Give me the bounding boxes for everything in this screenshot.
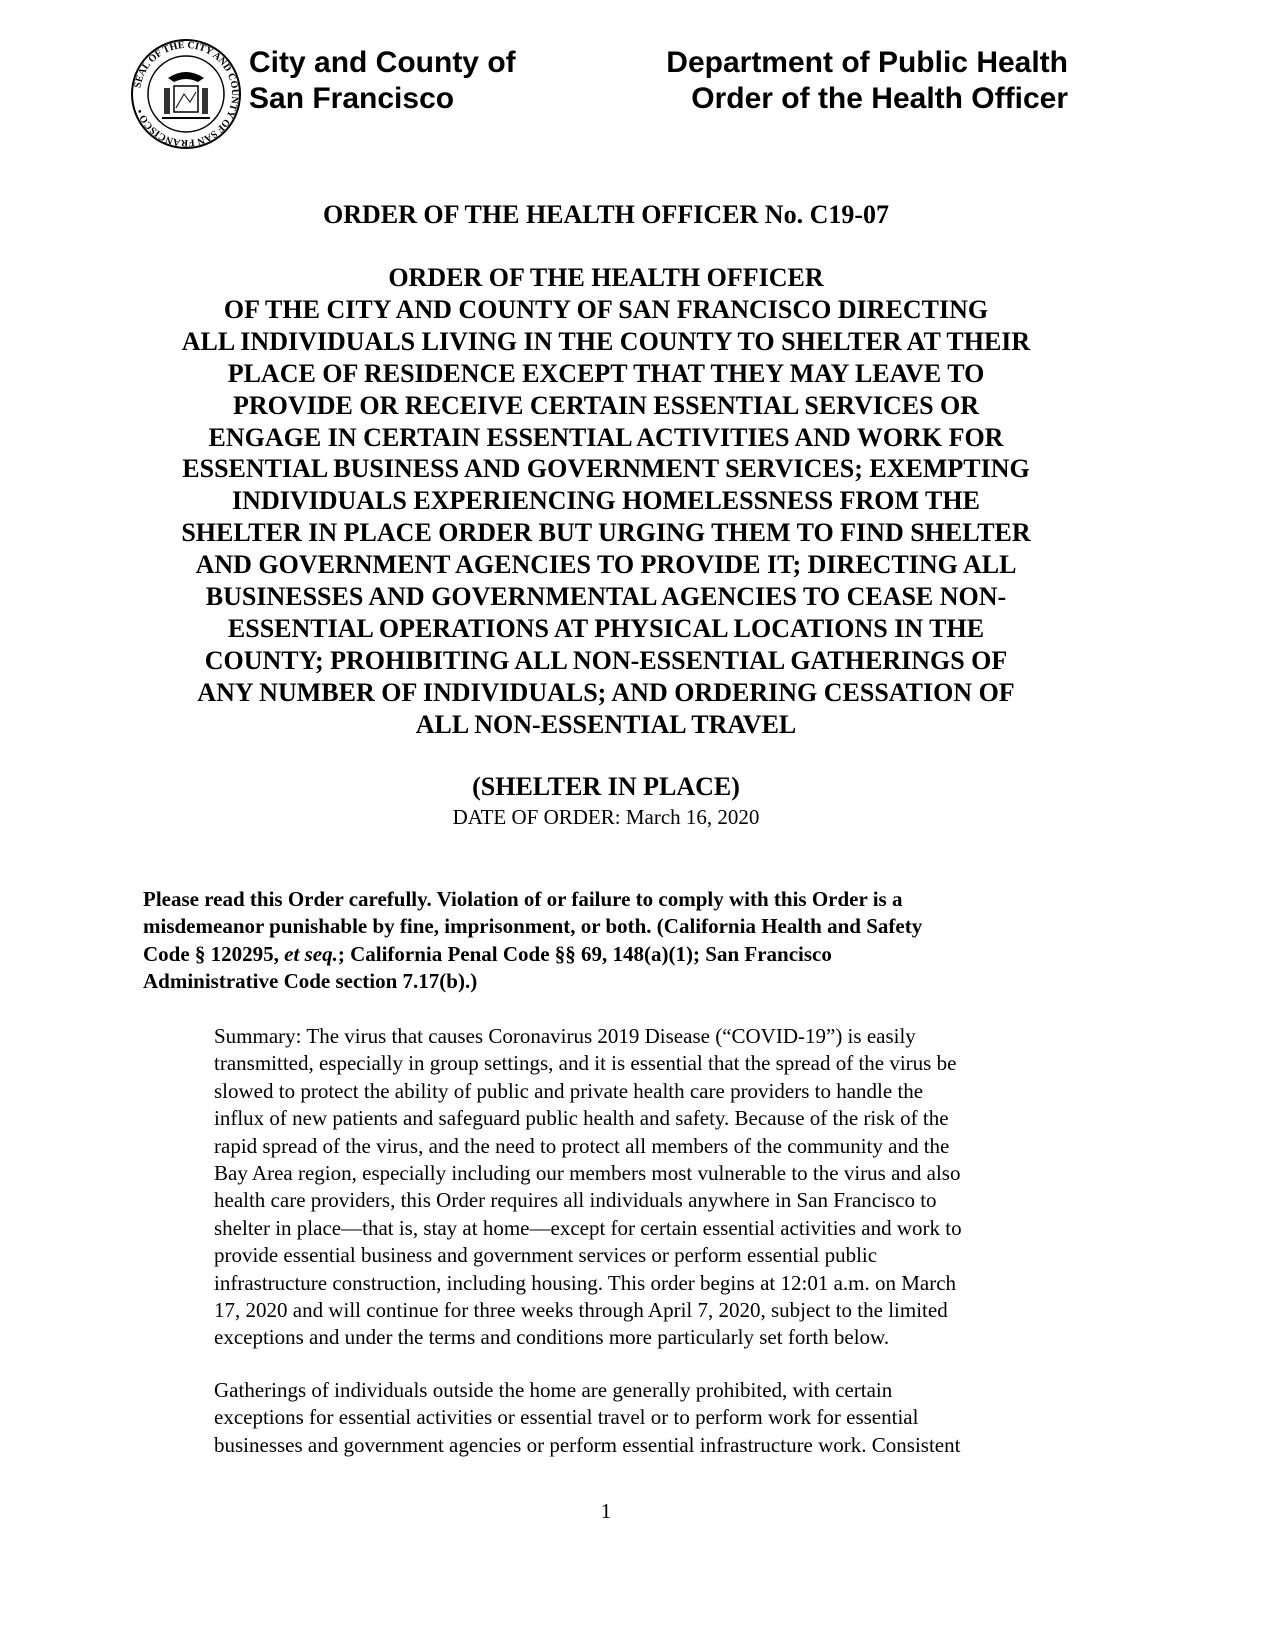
- city-county-heading: [249, 45, 516, 117]
- title-line: ESSENTIAL OPERATIONS AT PHYSICAL LOCATIONS IN THE: [227, 613, 985, 643]
- summary-line: rapid spread of the virus, and the need to protect all members of the community and the: [214, 1133, 950, 1158]
- summary-line: slowed to protect the ability of public and private health care providers to handle the: [214, 1078, 924, 1103]
- department-heading: [666, 45, 1068, 117]
- title-line: SHELTER IN PLACE ORDER BUT URGING THEM TO FIND SHELTER: [181, 518, 1031, 548]
- summary-line: transmitted, especially in group settings, and it is essential that the spread of the virus be: [214, 1051, 957, 1076]
- title-line: OF THE CITY AND COUNTY OF SAN FRANCISCO DIRECTING: [223, 294, 989, 324]
- summary-line: health care providers, this Order requires all individuals anywhere in San Francisco to: [214, 1188, 937, 1213]
- summary-line: 17, 2020 and will continue for three weeks through April 7, 2020, subject to the limited: [214, 1298, 948, 1323]
- title-line: COUNTY; PROHIBITING ALL NON-ESSENTIAL GATHERINGS OF: [204, 645, 1008, 675]
- header-left-line1: City and County of: [249, 46, 516, 79]
- order-title: [0, 262, 1212, 741]
- gatherings-paragraph: [214, 1377, 960, 1459]
- page-number: 1: [600, 1499, 612, 1523]
- gatherings-line: exceptions for essential activities or essential travel or to perform work for essential: [214, 1405, 919, 1430]
- summary-line: exceptions and under the terms and conditions more particularly set forth below.: [214, 1325, 890, 1350]
- date-of-order: DATE OF ORDER: March 16, 2020: [452, 805, 760, 829]
- warning-text: Code § 120295,: [143, 941, 285, 966]
- warning-line: [143, 941, 922, 968]
- summary-paragraph: [214, 1023, 962, 1352]
- warning-text: ; California Penal Code §§ 69, 148(a)(1); San Francisco: [337, 941, 832, 966]
- title-line: ANY NUMBER OF INDIVIDUALS; AND ORDERING CESSATION OF: [197, 677, 1015, 707]
- gatherings-line: businesses and government agencies or perform essential infrastructure work. Consistent: [214, 1432, 961, 1457]
- title-line: INDIVIDUALS EXPERIENCING HOMELESSNESS FROM THE: [232, 486, 980, 516]
- order-number: ORDER OF THE HEALTH OFFICER No. C19-07: [322, 200, 890, 229]
- et-seq-italic: et seq.: [284, 941, 338, 966]
- warning-paragraph: [143, 886, 922, 996]
- summary-line: shelter in place—that is, stay at home—except for certain essential activities and work to: [214, 1215, 962, 1240]
- title-line: PLACE OF RESIDENCE EXCEPT THAT THEY MAY LEAVE TO: [227, 358, 985, 388]
- header-right-line1: Department of Public Health: [666, 46, 1068, 79]
- title-line: ALL INDIVIDUALS LIVING IN THE COUNTY TO SHELTER AT THEIR: [181, 326, 1031, 356]
- warning-line: misdemeanor punishable by fine, imprisonment, or both. (California Health and Safety: [143, 914, 923, 939]
- header-right-line2: Order of the Health Officer: [691, 82, 1068, 115]
- gatherings-line: Gatherings of individuals outside the home are generally prohibited, with certain: [214, 1378, 893, 1402]
- title-line: BUSINESSES AND GOVERNMENTAL AGENCIES TO CEASE NON-: [205, 582, 1007, 612]
- title-line: ENGAGE IN CERTAIN ESSENTIAL ACTIVITIES AND WORK FOR: [208, 422, 1004, 452]
- svg-text:SEAL OF THE CITY AND COUNTY OF: SEAL OF THE CITY AND COUNTY OF SAN FRANCISCO •: [132, 39, 241, 149]
- warning-line: Administrative Code section 7.17(b).): [143, 969, 478, 994]
- summary-line: provide essential business and government services or perform essential public: [214, 1243, 878, 1268]
- order-subtitle: (SHELTER IN PLACE): [472, 772, 740, 801]
- summary-line: Summary: The virus that causes Coronavirus 2019 Disease (“COVID-19”) is easily: [214, 1024, 916, 1048]
- title-line: AND GOVERNMENT AGENCIES TO PROVIDE IT; DIRECTING ALL: [195, 550, 1017, 580]
- warning-line: Please read this Order carefully. Violation of or failure to comply with this Order is a: [143, 887, 903, 911]
- summary-line: Bay Area region, especially including our members most vulnerable to the virus and also: [214, 1161, 961, 1186]
- summary-line: infrastructure construction, including housing. This order begins at 12:01 a.m. on March: [214, 1270, 957, 1295]
- title-line: PROVIDE OR RECEIVE CERTAIN ESSENTIAL SERVICES OR: [232, 390, 980, 420]
- city-seal-logo: [130, 38, 242, 150]
- title-line: ORDER OF THE HEALTH OFFICER: [388, 263, 824, 292]
- title-line: ESSENTIAL BUSINESS AND GOVERNMENT SERVICES; EXEMPTING: [182, 454, 1030, 484]
- title-line: ALL NON-ESSENTIAL TRAVEL: [415, 709, 797, 739]
- header-left-line2: San Francisco: [249, 82, 455, 115]
- summary-line: influx of new patients and safeguard public health and safety. Because of the risk of the: [214, 1106, 949, 1131]
